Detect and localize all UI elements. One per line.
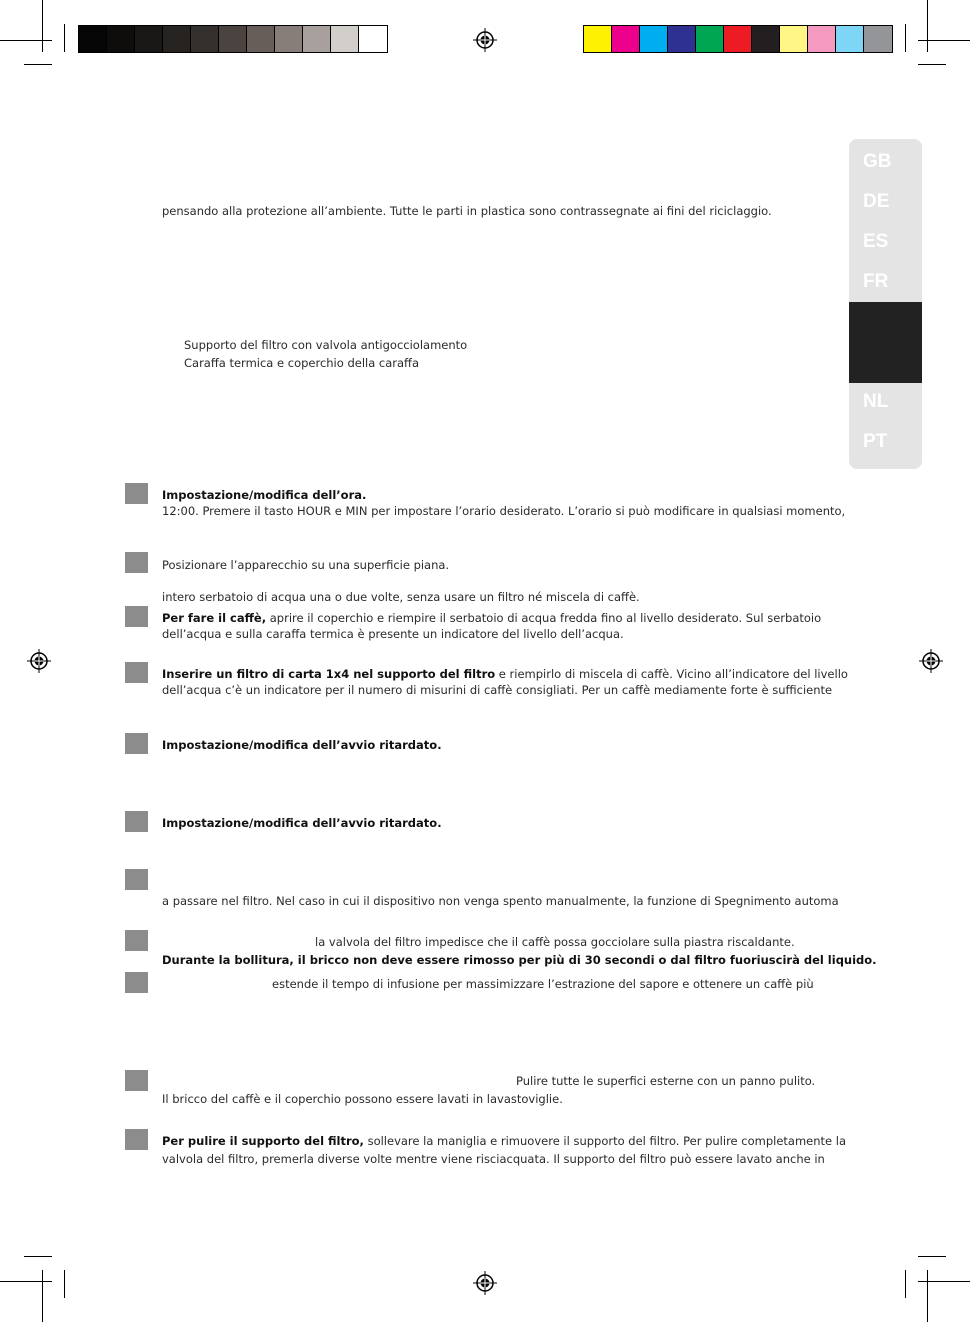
crop-mark: [64, 1270, 65, 1298]
clean-1-text: Pulire tutte le superfici esterne con un panno pulito.: [516, 1074, 816, 1088]
crop-mark: [0, 1281, 52, 1282]
grayscale-color-bar: [78, 25, 388, 53]
part-filter-holder: Supporto del filtro con valvola antigocciolamento: [184, 338, 468, 352]
color-swatch: [836, 26, 864, 52]
step-3-text-b: dell’acqua e sulla caraffa termica è presente un indicatore del livello dell’acqua.: [162, 627, 624, 641]
step-7-text: a passare nel filtro. Nel caso in cui il dispositivo non venga spento manualmente, la funzione di Spegnimento automa: [162, 894, 839, 908]
step-3-bold: Per fare il caffè,: [162, 611, 267, 625]
step-marker: [125, 1129, 148, 1150]
color-swatch: [752, 26, 780, 52]
step-marker: [125, 662, 148, 683]
color-swatch: [780, 26, 808, 52]
process-color-bar: [583, 25, 893, 53]
language-tab-pt[interactable]: PT: [863, 431, 888, 452]
color-swatch: [79, 26, 107, 52]
language-tab-gb[interactable]: GB: [863, 151, 892, 172]
color-swatch: [359, 26, 387, 52]
clean-2-text: [162, 1133, 846, 1149]
step-3-text: [162, 610, 821, 626]
color-swatch: [135, 26, 163, 52]
crop-mark: [918, 40, 970, 41]
recycling-text: pensando alla protezione all’ambiente. Tutte le parti in plastica sono contrassegnate ai fini del riciclaggio.: [162, 204, 772, 218]
color-swatch: [191, 26, 219, 52]
step-8-text: la valvola del filtro impedisce che il caffè possa gocciolare sulla piastra riscaldante.: [315, 935, 795, 949]
color-swatch: [640, 26, 668, 52]
color-swatch: [696, 26, 724, 52]
step-5-title: Impostazione/modifica dell’avvio ritardato.: [162, 738, 442, 752]
language-tab: [849, 139, 922, 469]
language-tab-nl[interactable]: NL: [863, 391, 889, 412]
step-4-bold: Inserire un filtro di carta 1x4 nel supporto del filtro: [162, 667, 496, 681]
active-language-tab: [849, 302, 922, 383]
registration-mark-icon: [919, 649, 943, 673]
crop-mark: [64, 24, 65, 52]
step-1-text: 12:00. Premere il tasto HOUR e MIN per impostare l’orario desiderato. L’orario si può modificare in qualsiasi momento,: [162, 504, 846, 518]
language-tab-es[interactable]: ES: [863, 231, 889, 252]
step-1-title: Impostazione/modifica dell’ora.: [162, 488, 367, 502]
step-marker: [125, 1070, 148, 1091]
clean-2-text-b: valvola del filtro, premerla diverse volte mentre viene risciacquata. Il supporto del filtro può essere lavato anche in: [162, 1152, 825, 1166]
step-marker: [125, 733, 148, 754]
step-2-text-b: intero serbatoio di acqua una o due volte, senza usare un filtro né miscela di caffè.: [162, 590, 640, 604]
step-9-text: estende il tempo di infusione per massimizzare l’estrazione del sapore e ottenere un caffè più: [272, 977, 814, 991]
crop-mark: [927, 1270, 928, 1322]
step-marker: [125, 483, 148, 504]
part-carafe: Caraffa termica e coperchio della caraffa: [184, 356, 420, 370]
clean-2-rest: sollevare la maniglia e rimuovere il supporto del filtro. Per pulire completamente la: [363, 1134, 847, 1148]
registration-mark-icon: [473, 1271, 497, 1295]
language-tab-fr[interactable]: FR: [863, 271, 889, 292]
step-4-text-b: dell’acqua c’è un indicatore per il numero di misurini di caffè consigliati. Per un caffè mediamente forte è sufficiente: [162, 683, 833, 697]
step-marker: [125, 552, 148, 573]
language-tab-de[interactable]: DE: [863, 191, 890, 212]
clean-2-bold: Per pulire il supporto del filtro,: [162, 1134, 364, 1148]
color-swatch: [331, 26, 359, 52]
step-6-title: Impostazione/modifica dell’avvio ritardato.: [162, 816, 442, 830]
crop-mark: [918, 1281, 970, 1282]
crop-mark: [918, 64, 946, 65]
step-marker: [125, 606, 148, 627]
color-swatch: [724, 26, 752, 52]
step-marker: [125, 930, 148, 951]
step-2-text: Posizionare l’apparecchio su una superficie piana.: [162, 558, 450, 572]
step-marker: [125, 972, 148, 993]
color-swatch: [584, 26, 612, 52]
crop-mark: [42, 1270, 43, 1322]
crop-mark: [0, 40, 52, 41]
crop-mark: [24, 1256, 52, 1257]
registration-mark-icon: [473, 28, 497, 52]
color-swatch: [808, 26, 836, 52]
step-4-text: [162, 666, 848, 682]
step-marker: [125, 869, 148, 890]
crop-mark: [905, 1270, 906, 1298]
color-swatch: [668, 26, 696, 52]
step-8-bold: Durante la bollitura, il bricco non deve essere rimosso per più di 30 secondi o dal filtro fuoriuscirà del liquido.: [162, 953, 877, 967]
color-swatch: [275, 26, 303, 52]
step-4-rest: e riempirlo di miscela di caffè. Vicino all’indicatore del livello: [495, 667, 848, 681]
color-swatch: [247, 26, 275, 52]
crop-mark: [42, 0, 43, 52]
crop-mark: [918, 1256, 946, 1257]
color-swatch: [219, 26, 247, 52]
crop-mark: [927, 0, 928, 52]
crop-mark: [24, 64, 52, 65]
color-swatch: [303, 26, 331, 52]
registration-mark-icon: [27, 649, 51, 673]
color-swatch: [163, 26, 191, 52]
color-swatch: [864, 26, 892, 52]
step-marker: [125, 811, 148, 832]
color-swatch: [612, 26, 640, 52]
color-swatch: [107, 26, 135, 52]
step-3-rest: aprire il coperchio e riempire il serbatoio di acqua fredda fino al livello desiderato. Sul serbatoio: [266, 611, 822, 625]
clean-1-text-b: Il bricco del caffè e il coperchio possono essere lavati in lavastoviglie.: [162, 1092, 563, 1106]
crop-mark: [905, 24, 906, 52]
